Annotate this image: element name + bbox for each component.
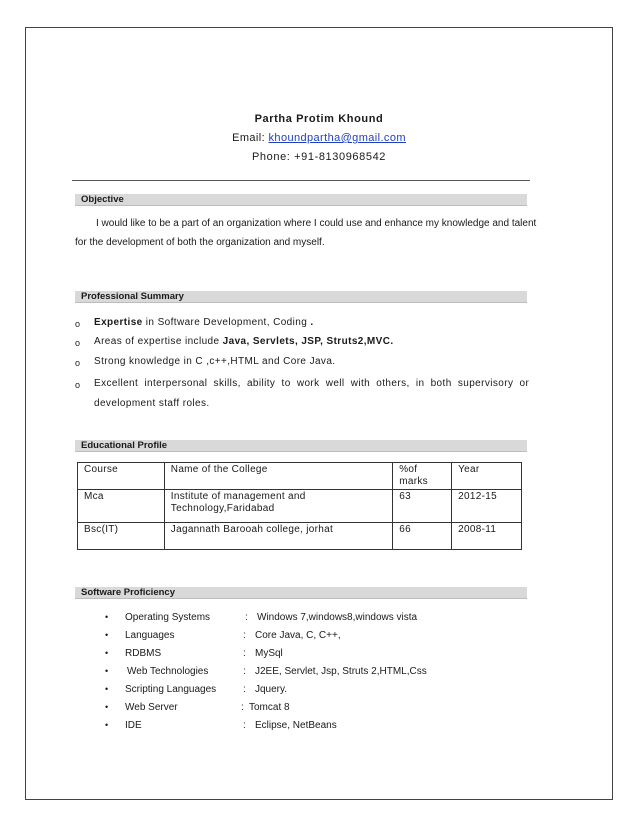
objective-line-2: for the development of both the organization and myself.	[75, 237, 325, 248]
skill-label: IDE	[125, 720, 142, 731]
email-label: Email:	[232, 132, 266, 144]
header-course: Course	[78, 463, 165, 490]
header-college: Name of the College	[164, 463, 392, 490]
section-header-professional-summary: Professional Summary	[75, 291, 527, 303]
skill-label: Operating Systems	[125, 612, 211, 623]
bullet-dot: •	[105, 666, 109, 676]
skill-value: Windows 7,windows8,windows vista	[257, 612, 418, 623]
objective-line-1: I would like to be a part of an organization where I could use and enhance my knowledge and talent	[96, 218, 537, 229]
skill-separator: :	[243, 720, 246, 731]
skill-value: Eclipse, NetBeans	[255, 720, 337, 731]
bullet-circle: o	[75, 338, 81, 348]
skill-value: J2EE, Servlet, Jsp, Struts 2,HTML,Css	[255, 666, 427, 677]
skill-label: Web Technologies	[127, 666, 209, 677]
skill-label: Scripting Languages	[125, 684, 217, 695]
skill-label: Languages	[125, 630, 175, 641]
skill-label: Web Server	[125, 702, 178, 713]
section-header-objective: Objective	[75, 194, 527, 206]
skill-separator: :	[243, 666, 246, 677]
bullet-dot: •	[105, 684, 109, 694]
bullet-circle: o	[75, 319, 81, 329]
summary-item-text: in Software Development, Coding	[142, 317, 311, 328]
cell-year: 2008-11	[452, 523, 522, 550]
skill-separator: :	[241, 702, 244, 713]
skill-value: Jquery.	[255, 684, 288, 695]
cell-course: Mca	[78, 490, 165, 523]
skill-value: MySql	[255, 648, 283, 659]
cell-marks: 66	[393, 523, 452, 550]
cell-year: 2012-15	[452, 490, 522, 523]
bullet-circle: o	[75, 358, 81, 368]
summary-item-bold: Java, Servlets, JSP, Struts2,MVC.	[222, 336, 394, 347]
bullet-dot: •	[105, 648, 109, 658]
summary-item-text: Areas of expertise include	[94, 336, 223, 347]
cell-college: Institute of management and Technology,Faridabad	[164, 490, 392, 523]
email-link[interactable]: khoundpartha@gmail.com	[268, 132, 406, 144]
section-header-educational-profile: Educational Profile	[75, 440, 527, 452]
skill-value: Core Java, C, C++,	[255, 630, 341, 641]
cell-marks: 63	[393, 490, 452, 523]
summary-item-bold: Expertise	[94, 317, 143, 328]
bullet-dot: •	[105, 702, 109, 712]
email-line	[0, 132, 638, 144]
skill-value: Tomcat 8	[249, 702, 290, 713]
table-row	[78, 523, 522, 550]
skill-separator: :	[243, 630, 246, 641]
candidate-name: Partha Protim Khound	[254, 113, 384, 125]
summary-item-text-line-1: Excellent interpersonal skills, ability to work well with others, in both supervisory or	[94, 378, 530, 389]
phone-line: Phone: +91-8130968542	[251, 151, 387, 163]
cell-course: Bsc(IT)	[78, 523, 165, 550]
skill-separator: :	[245, 612, 248, 623]
bullet-dot: •	[105, 720, 109, 730]
table-header-row	[78, 463, 522, 490]
education-table	[77, 462, 522, 550]
table-row	[78, 490, 522, 523]
bullet-circle: o	[75, 380, 81, 390]
skill-separator: :	[243, 648, 246, 659]
summary-item-bold-end: .	[310, 317, 314, 328]
skill-label: RDBMS	[125, 648, 162, 659]
bullet-dot: •	[105, 612, 109, 622]
header-marks: %of marks	[393, 463, 452, 490]
skill-separator: :	[243, 684, 246, 695]
cell-college: Jagannath Barooah college, jorhat	[164, 523, 392, 550]
header-divider	[72, 180, 530, 181]
header-year: Year	[452, 463, 522, 490]
section-header-software-proficiency: Software Proficiency	[75, 587, 527, 599]
summary-item-text-line-2: development staff roles.	[94, 398, 210, 409]
bullet-dot: •	[105, 630, 109, 640]
summary-item-text: Strong knowledge in C ,c++,HTML and Core Java.	[94, 356, 336, 367]
